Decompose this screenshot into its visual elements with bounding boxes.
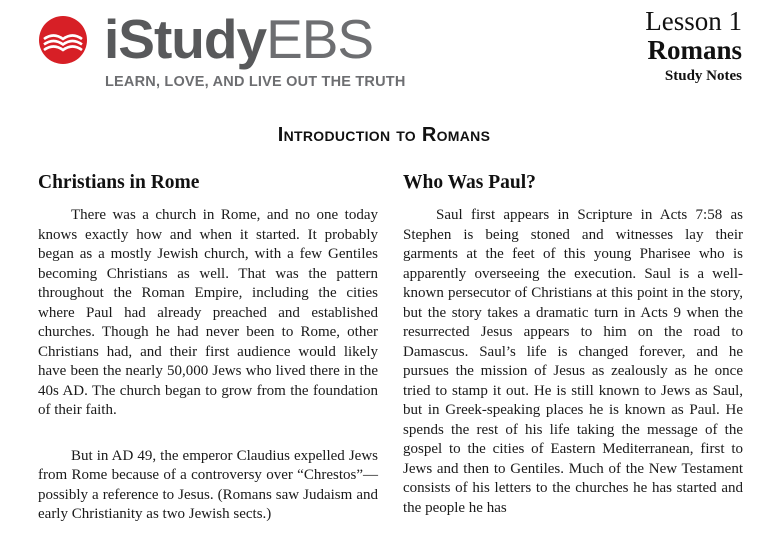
brand-wordmark (104, 4, 373, 74)
page-title: Introduction to Romans (277, 124, 491, 146)
left-column (38, 171, 378, 551)
lesson-book-title: Romans (647, 35, 742, 65)
brand-name-bold: iStudy (104, 8, 267, 70)
section-heading-christians-in-rome: Christians in Rome (38, 172, 200, 193)
lesson-header (645, 8, 742, 84)
open-book-logo-icon (38, 15, 88, 65)
lesson-subtitle: Study Notes (664, 68, 742, 84)
body-paragraph: But in AD 49, the emperor Claudius expelled Jews from Rome because of a controversy over “Chrestos”—possibly a reference to Jesus. (Romans saw Judaism and early Christianity as two Jewish sects.) (38, 447, 378, 522)
right-column (403, 171, 743, 544)
section-heading-who-was-paul: Who Was Paul? (403, 172, 536, 193)
body-paragraph: Saul first appears in Scripture in Acts 7:58 as Stephen is being stoned and witnesses lay their garments at the feet of this young Pharisee who is apparently overseeing the execution. Saul is a well-known persecutor of Christians at this point in the story, but the story takes a dramatic turn in Acts 9 when the resurrected Jesus appears to him on the road to Damascus. Saul’s life is changed forever, and he pursues the mission of Jesus as zealously as he once tried to stamp it out. He is still known to Jews as Saul, but in Greek-speaking places he is known as Paul. He spends the rest of his life taking the message of the gospel to the cities of Eastern Mediterranean, first to Jews and then to Gentiles. Much of the New Testament consists of his letters to the churches he has started and the people he has (403, 207, 743, 516)
body-paragraph: There was a church in Rome, and no one today knows exactly how and when it started. It probably began as a mostly Jewish church, with a few Gentiles becoming Christians as well. That was the pattern throughout the Roman Empire, including the cities where Paul had already preached and established churches. Though he had never been to Rome, other Christians had, and their first audience would likely have been the nearly 50,000 Jews who lived there in the 40s AD. The church began to grow from the foundation of their faith. (38, 207, 378, 418)
lesson-number: Lesson 1 (645, 6, 742, 36)
brand-tagline: LEARN, LOVE, AND LIVE OUT THE TRUTH (105, 74, 406, 90)
brand-name-light: EBS (266, 8, 374, 70)
